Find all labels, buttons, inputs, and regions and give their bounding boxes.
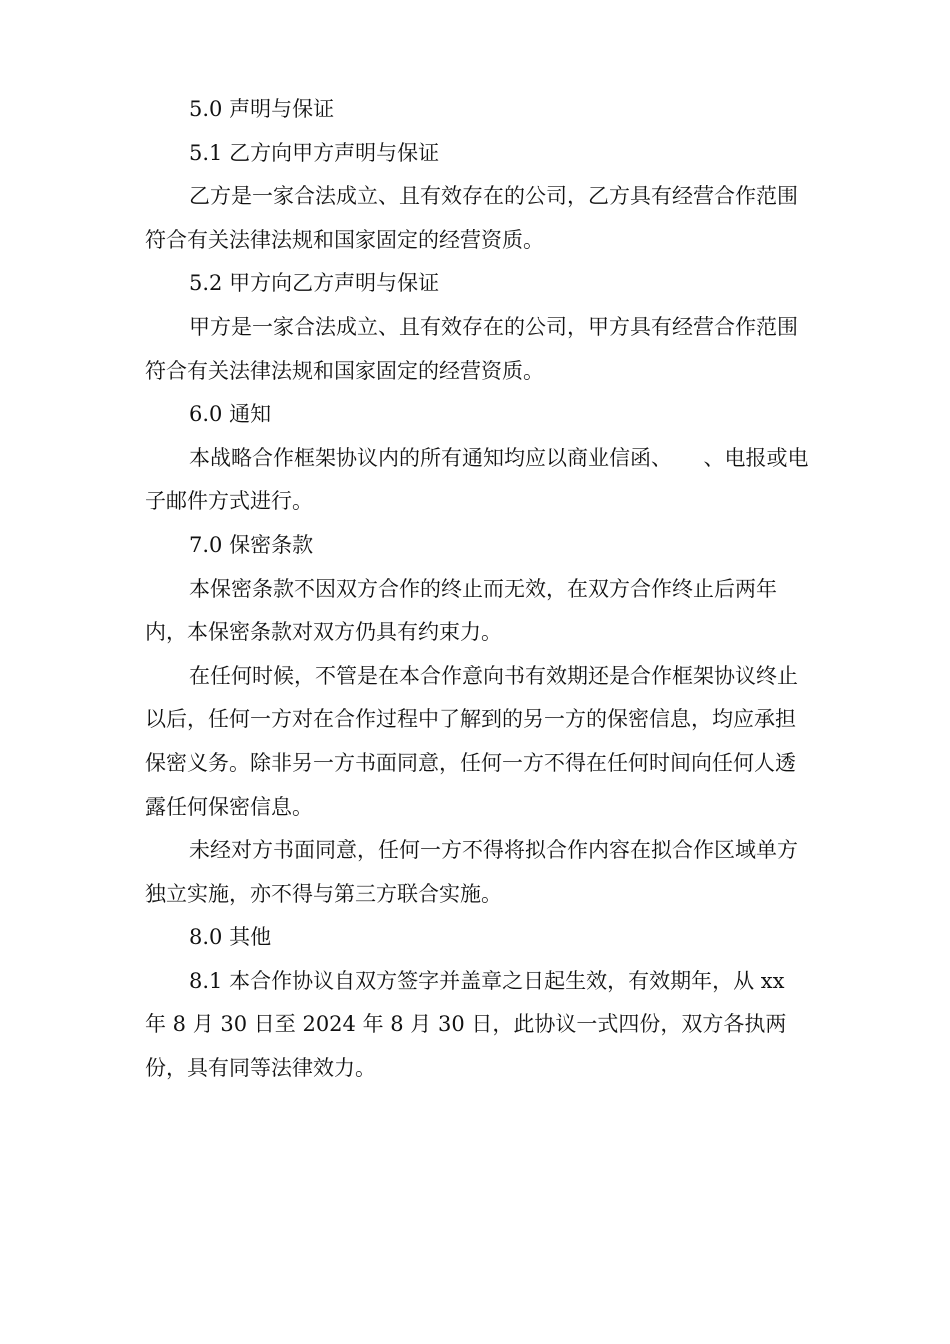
section-heading-7-0: 7.0 保密条款 (189, 532, 314, 557)
section-heading-6-0: 6.0 通知 (189, 402, 272, 427)
section-heading-5-0: 5.0 声明与保证 (189, 97, 335, 121)
subsection-heading-5-2: 5.2 甲方向乙方声明与保证 (189, 271, 440, 296)
paragraph-8-1-body: 8.1 本合作协议自双方签字并盖章之日起生效，有效期年，从 xx 年 8 月 30 日至 2024 年 8 月 30 日，此协议一式四份，双方各执两份，具有同等法律效力。 (145, 968, 792, 1081)
document-body (145, 88, 810, 1091)
paragraph-7-0-body-2: 在任何时候，不管是在本合作意向书有效期还是合作框架协议终止以后，任何一方对在合作过程中了解到的另一方的保密信息，均应承担保密义务。除非另一方书面同意，任何一方不得在任何时间向任何人透露任何保密信息。 (145, 663, 798, 819)
paragraph-7-0-body-1: 本保密条款不因双方合作的终止而无效，在双方合作终止后两年内，本保密条款对双方仍具有约束力。 (145, 576, 777, 645)
subsection-heading-5-1: 5.1 乙方向甲方声明与保证 (189, 140, 440, 165)
paragraph-5-1-body: 乙方是一家合法成立、且有效存在的公司，乙方具有经营合作范围符合有关法律法规和国家固定的经营资质。 (145, 184, 798, 252)
paragraph-7-0-body-3: 未经对方书面同意，任何一方不得将拟合作内容在拟合作区域单方独立实施，亦不得与第三方联合实施。 (145, 838, 798, 906)
paragraph-6-0-body: 本战略合作框架协议内的所有通知均应以商业信函、 、电报或电子邮件方式进行。 (145, 445, 809, 514)
section-heading-8-0: 8.0 其他 (189, 925, 272, 950)
paragraph-5-2-body: 甲方是一家合法成立、且有效存在的公司，甲方具有经营合作范围符合有关法律法规和国家固定的经营资质。 (145, 314, 798, 383)
